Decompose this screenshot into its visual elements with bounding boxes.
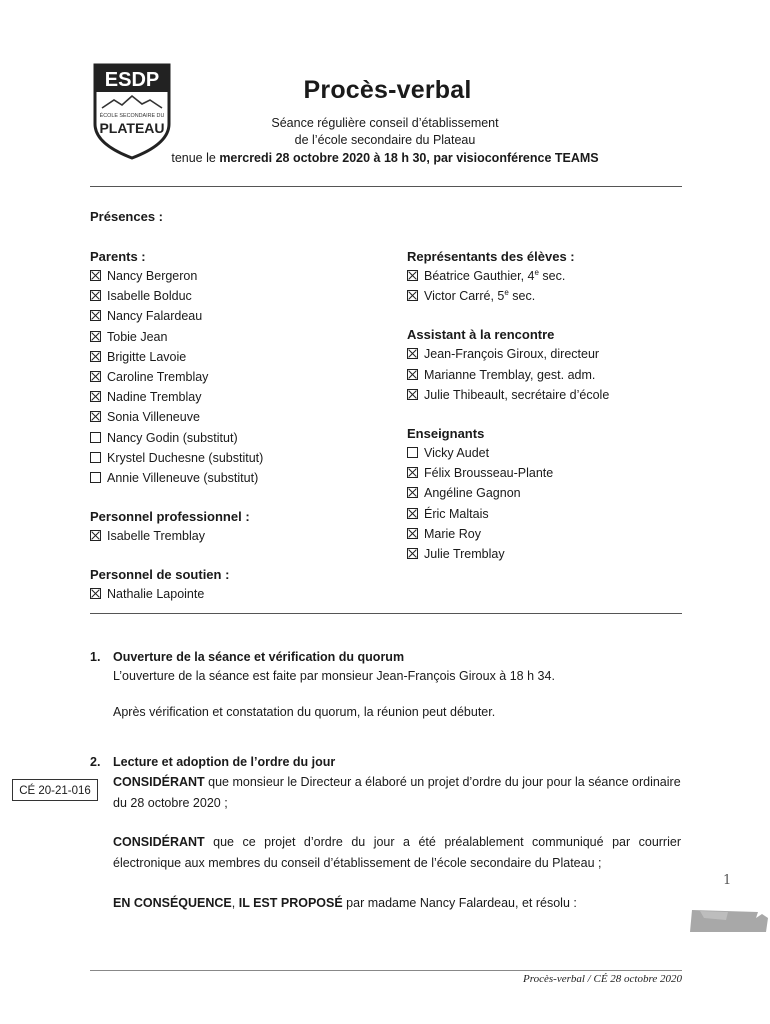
attendee-item: Victor Carré, 5e sec. [407, 286, 707, 306]
point-title: Ouverture de la séance et vérification du quorum [113, 650, 405, 664]
attendee-item [90, 468, 390, 488]
point-number: 2. [90, 755, 101, 769]
attendee-name: Marianne Tremblay, gest. adm. [424, 367, 596, 382]
attendance-left-column [90, 247, 390, 604]
checked-box-icon [90, 371, 101, 382]
professionnel-heading: Personnel professionnel : [90, 509, 250, 525]
checked-box-icon [407, 487, 418, 498]
soutien-heading: Personnel de soutien : [90, 567, 230, 583]
attendee-name: Marie Roy [424, 526, 481, 541]
enseignants-list [407, 443, 707, 564]
attendee-name: Isabelle Bolduc [107, 289, 192, 304]
checked-box-icon [407, 389, 418, 400]
logo-bottom-text: PLATEAU [99, 120, 165, 136]
attendee-item [407, 385, 707, 405]
checked-box-icon [407, 467, 418, 478]
attendee-item: Béatrice Gauthier, 4e sec. [407, 266, 707, 286]
checked-box-icon [90, 588, 101, 599]
school-name: de l’école secondaire du Plateau [294, 133, 476, 147]
assistant-heading: Assistant à la rencontre [407, 327, 555, 343]
attendee-item [407, 544, 707, 564]
consequence-paragraph: EN CONSÉQUENCE, IL EST PROPOSÉ par madame Nancy Falardeau, et résolu : [113, 896, 577, 910]
checked-box-icon [90, 331, 101, 342]
attendee-name: Félix Brousseau-Plante [424, 466, 554, 481]
considerant-2: CONSIDÉRANT que ce projet d’ordre du jour a été préalablement communiqué par courrier électronique aux membres du conseil d’établissement de l’école secondaire du Plateau ; [113, 835, 681, 870]
checked-box-icon [90, 351, 101, 362]
page-number: 1 [723, 873, 732, 888]
attendee-name: Julie Thibeault, secrétaire d’école [424, 387, 610, 402]
considerant-1: CONSIDÉRANT que monsieur le Directeur a élaboré un projet d’ordre du jour pour la séance ordinaire du 28 octobre 2020 ; [113, 775, 681, 810]
attendee-name: Angéline Gagnon [424, 486, 521, 501]
attendee-name: Sonia Villeneuve [107, 410, 200, 425]
checked-box-icon [90, 391, 101, 402]
checked-box-icon [407, 348, 418, 359]
attendee-item [407, 483, 707, 503]
checked-box-icon [90, 290, 101, 301]
logo-top-text: ESDP [104, 69, 160, 91]
attendee-name: Isabelle Tremblay [107, 529, 205, 544]
attendee-name: Nancy Falardeau [107, 309, 203, 324]
attendee-name: Tobie Jean [107, 329, 168, 344]
header-divider [90, 186, 682, 187]
checked-box-icon [90, 270, 101, 281]
eleves-heading: Représentants des élèves : [407, 249, 575, 264]
point-1-paragraph-1: L’ouverture de la séance est faite par monsieur Jean-François Giroux à 18 h 34. [113, 669, 555, 683]
attendee-name: Jean-François Giroux, directeur [424, 347, 600, 362]
attendee-item [407, 524, 707, 544]
attendee-item [90, 367, 390, 387]
point-title: Lecture et adoption de l’ordre du jour [113, 755, 336, 769]
attendee-item [407, 463, 707, 483]
attendee-item [90, 266, 390, 286]
parents-list [90, 266, 390, 488]
meeting-type: Séance régulière conseil d’établissement [271, 116, 499, 130]
attendee-name: Éric Maltais [424, 506, 489, 521]
empty-box-icon [407, 447, 418, 458]
attendance-right-column [407, 247, 707, 564]
empty-box-icon [90, 472, 101, 483]
attendee-name: Annie Villeneuve (substitut) [107, 470, 259, 485]
checked-box-icon [407, 528, 418, 539]
parents-heading: Parents : [90, 249, 146, 264]
checked-box-icon [90, 530, 101, 541]
attendee-name: Julie Tremblay [424, 546, 505, 561]
checked-box-icon [407, 508, 418, 519]
assistant-list [407, 344, 707, 405]
checked-box-icon [90, 310, 101, 321]
resolution-code-badge: CÉ 20-21-016 [12, 779, 98, 801]
enseignants-heading: Enseignants [407, 425, 485, 441]
attendee-item [407, 365, 707, 385]
attendee-name: Nancy Bergeron [107, 269, 198, 283]
attendee-name: Nancy Godin (substitut) [107, 430, 238, 445]
checked-box-icon [90, 411, 101, 422]
empty-box-icon [90, 432, 101, 443]
checked-box-icon [407, 290, 418, 301]
attendee-item [90, 347, 390, 367]
soutien-list [90, 584, 390, 604]
attendee-item [90, 407, 390, 427]
attendee-item [90, 286, 390, 306]
checked-box-icon [407, 369, 418, 380]
attendee-item [90, 428, 390, 448]
meeting-date: tenue le mercredi 28 octobre 2020 à 18 h 30, par visioconférence TEAMS [171, 151, 599, 165]
document-title: Procès-verbal [303, 76, 472, 104]
attendee-item [90, 526, 390, 546]
attendee-item [407, 443, 707, 463]
page-tab-icon [688, 908, 770, 934]
checked-box-icon [407, 548, 418, 559]
attendee-name: Caroline Tremblay [107, 369, 209, 384]
attendee-item [90, 306, 390, 326]
empty-box-icon [90, 452, 101, 463]
attendee-item [90, 387, 390, 407]
attendee-item [90, 448, 390, 468]
point-number: 1. [90, 650, 101, 664]
presences-label: Présences : [90, 209, 163, 224]
attendance-divider [90, 613, 682, 614]
checked-box-icon [407, 270, 418, 281]
attendee-name: Nadine Tremblay [107, 390, 202, 405]
attendee-item [407, 504, 707, 524]
footer-text: Procès-verbal / CÉ 28 octobre 2020 [523, 973, 682, 985]
professionnel-list [90, 526, 390, 546]
logo-middle-text: ÉCOLE SECONDAIRE DU [99, 113, 165, 119]
attendee-name: Vicky Audet [424, 445, 490, 460]
attendee-item [90, 327, 390, 347]
attendee-name: Brigitte Lavoie [107, 349, 187, 364]
attendee-name: Nathalie Lapointe [107, 587, 205, 602]
attendee-name: Krystel Duchesne (substitut) [107, 450, 264, 465]
point-1-paragraph-2: Après vérification et constatation du quorum, la réunion peut débuter. [113, 705, 496, 719]
attendee-item [90, 584, 390, 604]
attendee-item [407, 344, 707, 364]
footer-divider [90, 970, 682, 971]
